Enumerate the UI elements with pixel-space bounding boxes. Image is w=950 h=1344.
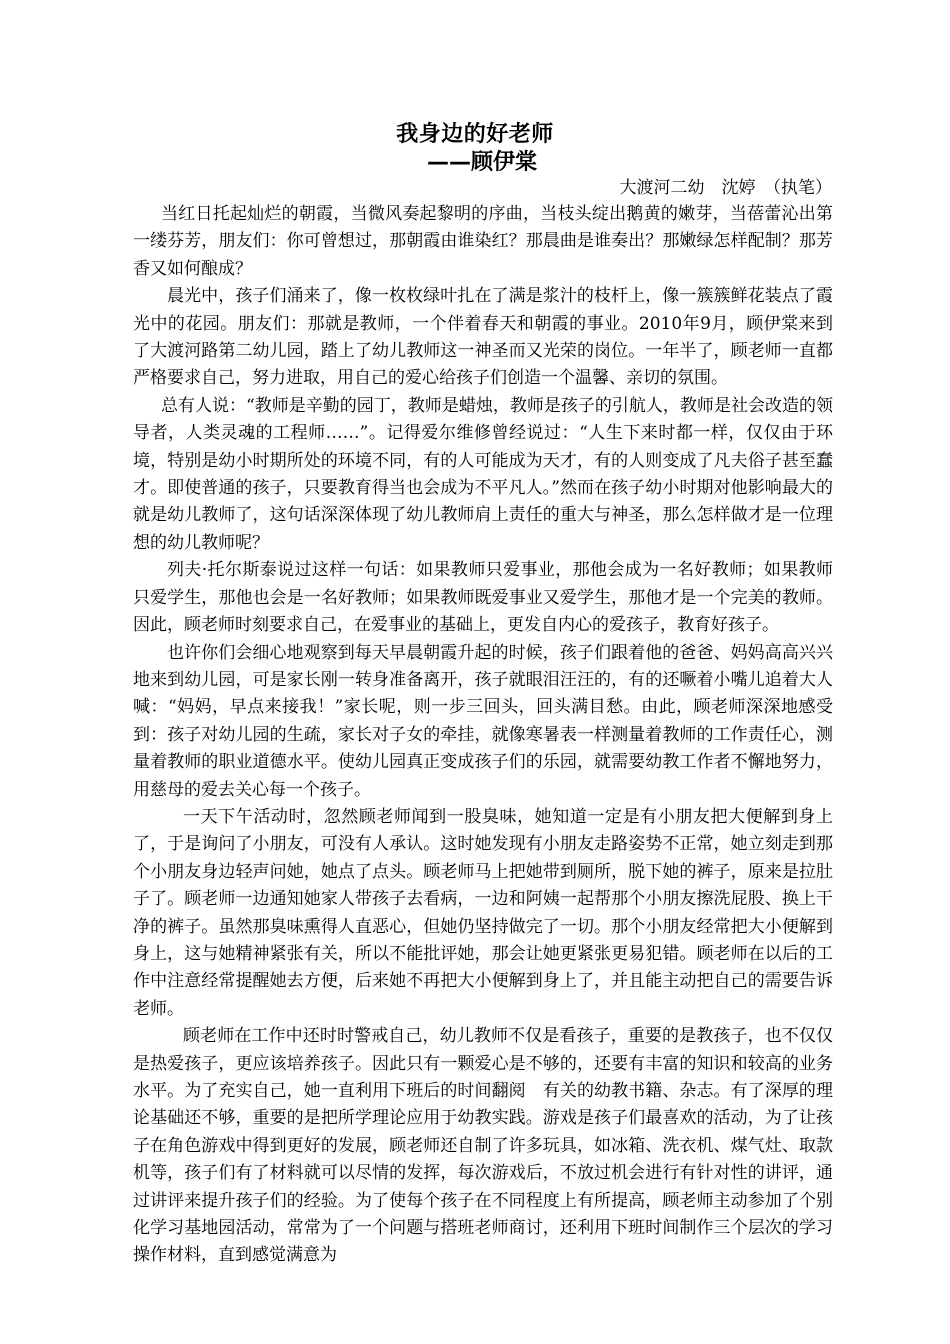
paragraph-7: 顾老师在工作中还时时警戒自己，幼儿教师不仅是看孩子，重要的是教孩子，也不仅仅是热爱孩子，更应该培养孩子。因此只有一颗爱心是不够的，还要有丰富的知识和较高的业务水平。为了充实自己，她一直利用下班后的时间翻阅 有关的幼教书籍、杂志。有了深厚的理论基础还不够，重要的是把所学理论应用于幼教实践。游戏是孩子们最喜欢的活动，为了让孩子在角色游戏中得到更好的发展，顾老师还自制了许多玩具，如冰箱、洗衣机、煤气灶、取款机等，孩子们有了材料就可以尽情的发挥，每次游戏后，不放过机会进行有针对性的讲评，通过讲评来提升孩子们的经验。为了使每个孩子在不同程度上有所提高，顾老师主动参加了个别化学习基地园活动，常常为了一个问题与搭班老师商讨，还利用下班时间制作三个层次的学习操作材料，直到感觉满意为 [133, 1026, 833, 1266]
paragraph-6: 一天下午活动时，忽然顾老师闻到一股臭味，她知道一定是有小朋友把大便解到身上了，于是询问了小朋友，可没有人承认。这时她发现有小朋友走路姿势不正常，她立刻走到那个小朋友身边轻声问她，她点了点头。顾老师马上把她带到厕所，脱下她的裤子，原来是拉肚子了。顾老师一边通知她家人带孩子去看病，一边和阿姨一起帮那个小朋友擦洗屁股、换上干净的裤子。虽然那臭味熏得人直恶心，但她仍坚持做完了一切。那个小朋友经常把大小便解到身上，这与她精神紧张有关，所以不能批评她，那会让她更紧张更易犯错。顾老师在以后的工作中注意经常提醒她去方便，后来她不再把大小便解到身上了，并且能主动把自己的需要告诉老师。 [133, 806, 833, 1019]
author-line: 大渡河二幼 沈婷 （执笔） [619, 178, 832, 198]
paragraph-2: 晨光中，孩子们涌来了，像一枚枚绿叶扎在了满是浆汁的枝杆上，像一簇簇鲜花装点了霞光中的花园。朋友们：那就是教师，一个伴着春天和朝霞的事业。2010年9月，顾伊棠来到了大渡河路第二幼儿园，踏上了幼儿教师这一神圣而又光荣的岗位。一年半了，顾老师一直都严格要求自己，努力进取，用自己的爱心给孩子们创造一个温馨、亲切的氛围。 [133, 286, 833, 389]
paragraph-1: 当红日托起灿烂的朝霞，当微风奏起黎明的序曲，当枝头绽出鹅黄的嫩芽，当蓓蕾沁出第一缕芬芳，朋友们：你可曾想过，那朝霞由谁染红？那晨曲是谁奏出？那嫩绿怎样配制？那芳香又如何酿成？ [133, 204, 833, 279]
title-block [0, 121, 950, 177]
article-body [133, 201, 833, 1270]
paragraph-5: 也许你们会细心地观察到每天早晨朝霞升起的时候，孩子们跟着他的爸爸、妈妈高高兴兴地来到幼儿园，可是家长刚一转身准备离开，孩子就眼泪汪汪的，有的还噘着小嘴儿追着大人喊：“妈妈，早点来接我！”家长呢，则一步三回头，回头满目愁。由此，顾老师深深地感受到：孩子对幼儿园的生疏，家长对子女的牵挂，就像寒暑表一样测量着教师的工作责任心，测量着教师的职业道德水平。使幼儿园真正变成孩子们的乐园，就需要幼教工作者不懈地努力，用慈母的爱去关心每一个孩子。 [133, 642, 833, 800]
paragraph-4: 列夫·托尔斯泰说过这样一句话：如果教师只爱事业，那他会成为一名好教师；如果教师只爱学生，那他也会是一名好教师；如果教师既爱事业又爱学生，那他才是一个完美的教师。因此，顾老师时刻要求自己，在爱事业的基础上，更发自内心的爱孩子，教育好孩子。 [133, 560, 833, 636]
document-subtitle: ——顾伊棠 [426, 150, 537, 175]
paragraph-3: 总有人说：“教师是辛勤的园丁，教师是蜡烛，教师是孩子的引航人，教师是社会改造的领导者，人类灵魂的工程师……”。记得爱尔维修曾经说过：“人生下来时都一样，仅仅由于环境，特别是幼小时期所处的环境不同，有的人可能成为天才，有的人则变成了凡夫俗子甚至蠢才。即使普通的孩子，只要教育得当也会成为不平凡人。”然而在孩子幼小时期对他影响最大的就是幼儿教师了，这句话深深体现了幼儿教师肩上责任的重大与神圣，那么怎样做才是一位理想的幼儿教师呢？ [133, 395, 833, 553]
document-title: 我身边的好老师 [396, 122, 554, 147]
